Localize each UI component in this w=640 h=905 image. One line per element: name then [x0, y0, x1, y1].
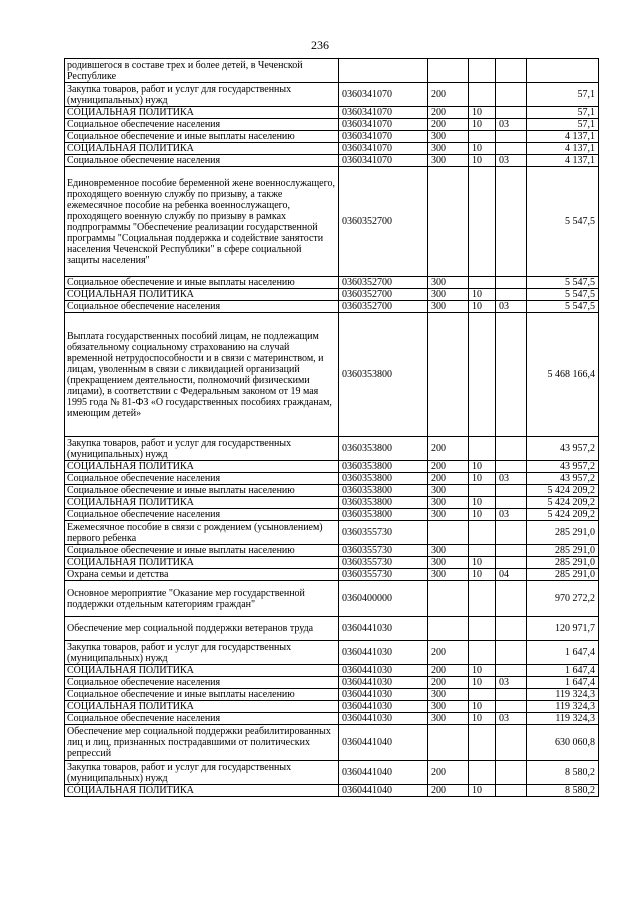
cell-code: 0360441030	[339, 677, 428, 689]
cell-code: 0360441040	[339, 785, 428, 797]
cell-name: Закупка товаров, работ и услуг для государственных (муниципальных) нужд	[65, 641, 339, 665]
cell-name: Социальное обеспечение населения	[65, 119, 339, 131]
table-row	[65, 301, 599, 313]
cell-expense-type: 300	[428, 143, 469, 155]
table-row	[65, 277, 599, 289]
cell-name: Социальное обеспечение населения	[65, 301, 339, 313]
cell-name: Единовременное пособие беременной жене военнослужащего, проходящего военную службу по призыву, а также ежемесячное пособие на ребенка военнослужащего, проходящего военную службу по призыву в рамках подпрограммы "Обеспечение реализации государственной программы "Социальная поддержка и содействие занятости населения Чеченской Республики" в сфере социальной защиты населения"	[65, 167, 339, 277]
cell-section	[469, 617, 496, 641]
cell-name: Ежемесячное пособие в связи с рождением (усыновлением) первого ребенка	[65, 521, 339, 545]
cell-subsection	[496, 617, 527, 641]
cell-name: СОЦИАЛЬНАЯ ПОЛИТИКА	[65, 785, 339, 797]
cell-name: Социальное обеспечение и иные выплаты населению	[65, 545, 339, 557]
cell-section	[469, 131, 496, 143]
cell-name: Обеспечение мер социальной поддержки реабилитированных лиц и лиц, признанных пострадавшими от политических репрессий	[65, 725, 339, 761]
table-row	[65, 497, 599, 509]
cell-subsection	[496, 725, 527, 761]
cell-name: Выплата государственных пособий лицам, не подлежащим обязательному социальному страхованию на случай временной нетрудоспособности и в связи с материнством, и лицам, уволенным в связи с ликвидацией организаций (прекращением деятельности, полномочий физическими лицами), в соответствии с Федеральным законом от 19 мая 1995 года № 81-ФЗ «О государственных пособиях гражданам, имеющим детей»	[65, 313, 339, 437]
cell-amount: 119 324,3	[527, 689, 599, 701]
cell-name: Закупка товаров, работ и услуг для государственных (муниципальных) нужд	[65, 437, 339, 461]
cell-code: 0360341070	[339, 83, 428, 107]
cell-section: 10	[469, 497, 496, 509]
cell-amount: 120 971,7	[527, 617, 599, 641]
cell-subsection	[496, 59, 527, 83]
table-row	[65, 143, 599, 155]
cell-expense-type: 300	[428, 497, 469, 509]
table-row	[65, 289, 599, 301]
cell-subsection	[496, 545, 527, 557]
page-number: 236	[311, 38, 329, 52]
table-row	[65, 713, 599, 725]
cell-amount: 119 324,3	[527, 701, 599, 713]
table-row	[65, 761, 599, 785]
cell-section	[469, 641, 496, 665]
cell-section	[469, 725, 496, 761]
table-row	[65, 677, 599, 689]
cell-amount	[527, 59, 599, 83]
cell-expense-type: 200	[428, 461, 469, 473]
cell-code: 0360355730	[339, 545, 428, 557]
cell-code: 0360341070	[339, 143, 428, 155]
cell-expense-type: 200	[428, 119, 469, 131]
cell-amount: 5 424 209,2	[527, 497, 599, 509]
cell-code: 0360353800	[339, 473, 428, 485]
cell-code: 0360441030	[339, 641, 428, 665]
cell-section	[469, 167, 496, 277]
table-row	[65, 785, 599, 797]
cell-section: 10	[469, 557, 496, 569]
cell-subsection	[496, 289, 527, 301]
budget-table	[64, 58, 599, 797]
cell-amount: 285 291,0	[527, 569, 599, 581]
cell-section	[469, 545, 496, 557]
cell-amount: 57,1	[527, 83, 599, 107]
cell-code: 0360352700	[339, 289, 428, 301]
cell-subsection	[496, 689, 527, 701]
cell-subsection: 04	[496, 569, 527, 581]
cell-name: Социальное обеспечение населения	[65, 155, 339, 167]
cell-amount: 8 580,2	[527, 761, 599, 785]
cell-expense-type	[428, 725, 469, 761]
cell-code: 0360355730	[339, 569, 428, 581]
cell-name: Охрана семьи и детства	[65, 569, 339, 581]
cell-subsection	[496, 131, 527, 143]
cell-code: 0360341070	[339, 131, 428, 143]
cell-subsection: 03	[496, 301, 527, 313]
cell-expense-type: 300	[428, 485, 469, 497]
cell-name: СОЦИАЛЬНАЯ ПОЛИТИКА	[65, 289, 339, 301]
cell-code: 0360355730	[339, 557, 428, 569]
cell-section: 10	[469, 289, 496, 301]
table-row	[65, 83, 599, 107]
cell-section: 10	[469, 119, 496, 131]
table-row	[65, 641, 599, 665]
cell-code: 0360441030	[339, 665, 428, 677]
cell-section: 10	[469, 677, 496, 689]
cell-name: родившегося в составе трех и более детей, в Чеченской Республике	[65, 59, 339, 83]
table-row	[65, 59, 599, 83]
cell-expense-type: 300	[428, 713, 469, 725]
cell-section: 10	[469, 665, 496, 677]
cell-amount: 57,1	[527, 119, 599, 131]
cell-amount: 5 424 209,2	[527, 509, 599, 521]
cell-subsection: 03	[496, 119, 527, 131]
cell-expense-type: 300	[428, 569, 469, 581]
cell-expense-type: 300	[428, 277, 469, 289]
cell-name: Социальное обеспечение и иные выплаты населению	[65, 277, 339, 289]
cell-code: 0360400000	[339, 581, 428, 617]
cell-subsection: 03	[496, 713, 527, 725]
cell-section: 10	[469, 569, 496, 581]
cell-code: 0360353800	[339, 313, 428, 437]
cell-section: 10	[469, 301, 496, 313]
cell-section: 10	[469, 713, 496, 725]
table-row	[65, 155, 599, 167]
table-row	[65, 131, 599, 143]
cell-amount: 285 291,0	[527, 545, 599, 557]
table-row	[65, 689, 599, 701]
cell-name: СОЦИАЛЬНАЯ ПОЛИТИКА	[65, 107, 339, 119]
cell-section	[469, 83, 496, 107]
cell-name: СОЦИАЛЬНАЯ ПОЛИТИКА	[65, 143, 339, 155]
table-row	[65, 581, 599, 617]
cell-name: Социальное обеспечение и иные выплаты населению	[65, 485, 339, 497]
cell-code	[339, 59, 428, 83]
cell-name: СОЦИАЛЬНАЯ ПОЛИТИКА	[65, 701, 339, 713]
cell-name: СОЦИАЛЬНАЯ ПОЛИТИКА	[65, 557, 339, 569]
cell-name: Социальное обеспечение и иные выплаты населению	[65, 131, 339, 143]
table-row	[65, 569, 599, 581]
budget-table-body	[65, 59, 599, 797]
cell-expense-type	[428, 617, 469, 641]
table-row	[65, 107, 599, 119]
cell-section	[469, 59, 496, 83]
cell-name: СОЦИАЛЬНАЯ ПОЛИТИКА	[65, 497, 339, 509]
cell-section	[469, 521, 496, 545]
cell-section: 10	[469, 461, 496, 473]
cell-subsection	[496, 557, 527, 569]
cell-section: 10	[469, 785, 496, 797]
cell-section: 10	[469, 107, 496, 119]
cell-amount: 119 324,3	[527, 713, 599, 725]
table-row	[65, 437, 599, 461]
cell-expense-type: 200	[428, 107, 469, 119]
cell-expense-type: 300	[428, 301, 469, 313]
cell-name: Социальное обеспечение населения	[65, 677, 339, 689]
cell-expense-type: 300	[428, 545, 469, 557]
table-row	[65, 461, 599, 473]
cell-subsection	[496, 641, 527, 665]
cell-code: 0360441030	[339, 713, 428, 725]
cell-subsection	[496, 761, 527, 785]
cell-code: 0360353800	[339, 437, 428, 461]
cell-subsection: 03	[496, 155, 527, 167]
cell-amount: 5 547,5	[527, 277, 599, 289]
table-row	[65, 313, 599, 437]
cell-subsection	[496, 277, 527, 289]
cell-amount: 5 547,5	[527, 289, 599, 301]
cell-amount: 970 272,2	[527, 581, 599, 617]
cell-section	[469, 689, 496, 701]
cell-amount: 5 547,5	[527, 167, 599, 277]
cell-code: 0360353800	[339, 485, 428, 497]
cell-expense-type: 300	[428, 509, 469, 521]
cell-code: 0360441040	[339, 761, 428, 785]
cell-subsection: 03	[496, 473, 527, 485]
cell-expense-type: 300	[428, 131, 469, 143]
table-row	[65, 545, 599, 557]
cell-amount: 1 647,4	[527, 641, 599, 665]
cell-subsection	[496, 521, 527, 545]
table-row	[65, 701, 599, 713]
cell-amount: 1 647,4	[527, 665, 599, 677]
cell-subsection	[496, 485, 527, 497]
cell-subsection	[496, 785, 527, 797]
table-row	[65, 665, 599, 677]
cell-amount: 5 547,5	[527, 301, 599, 313]
cell-expense-type: 200	[428, 677, 469, 689]
cell-section	[469, 313, 496, 437]
cell-subsection	[496, 167, 527, 277]
table-row	[65, 485, 599, 497]
cell-expense-type	[428, 581, 469, 617]
cell-expense-type	[428, 521, 469, 545]
cell-code: 0360352700	[339, 301, 428, 313]
cell-expense-type: 200	[428, 665, 469, 677]
cell-code: 0360352700	[339, 167, 428, 277]
cell-name: Закупка товаров, работ и услуг для государственных (муниципальных) нужд	[65, 761, 339, 785]
cell-code: 0360341070	[339, 155, 428, 167]
cell-amount: 5 424 209,2	[527, 485, 599, 497]
cell-code: 0360353800	[339, 509, 428, 521]
cell-name: Социальное обеспечение населения	[65, 509, 339, 521]
cell-expense-type: 300	[428, 289, 469, 301]
cell-code: 0360353800	[339, 461, 428, 473]
table-row	[65, 473, 599, 485]
cell-amount: 43 957,2	[527, 473, 599, 485]
cell-subsection	[496, 665, 527, 677]
cell-expense-type: 300	[428, 155, 469, 167]
cell-expense-type: 200	[428, 761, 469, 785]
cell-section: 10	[469, 473, 496, 485]
cell-code: 0360441030	[339, 689, 428, 701]
cell-expense-type: 200	[428, 473, 469, 485]
cell-section	[469, 581, 496, 617]
cell-subsection	[496, 461, 527, 473]
table-row	[65, 167, 599, 277]
cell-name: СОЦИАЛЬНАЯ ПОЛИТИКА	[65, 665, 339, 677]
cell-section	[469, 437, 496, 461]
cell-subsection	[496, 83, 527, 107]
cell-subsection	[496, 581, 527, 617]
cell-code: 0360441030	[339, 617, 428, 641]
cell-section: 10	[469, 155, 496, 167]
cell-expense-type: 200	[428, 83, 469, 107]
cell-name: Основное мероприятие "Оказание мер государственной поддержки отдельным категориям граждан"	[65, 581, 339, 617]
cell-code: 0360355730	[339, 521, 428, 545]
cell-amount: 1 647,4	[527, 677, 599, 689]
cell-section	[469, 761, 496, 785]
cell-subsection: 03	[496, 509, 527, 521]
cell-section: 10	[469, 701, 496, 713]
cell-expense-type	[428, 313, 469, 437]
cell-section: 10	[469, 143, 496, 155]
cell-amount: 57,1	[527, 107, 599, 119]
cell-amount: 4 137,1	[527, 143, 599, 155]
cell-code: 0360441040	[339, 725, 428, 761]
table-row	[65, 617, 599, 641]
cell-code: 0360352700	[339, 277, 428, 289]
cell-name: Социальное обеспечение и иные выплаты населению	[65, 689, 339, 701]
cell-expense-type: 200	[428, 785, 469, 797]
cell-section	[469, 277, 496, 289]
cell-subsection	[496, 497, 527, 509]
cell-code: 0360353800	[339, 497, 428, 509]
table-row	[65, 557, 599, 569]
cell-name: СОЦИАЛЬНАЯ ПОЛИТИКА	[65, 461, 339, 473]
cell-name: Закупка товаров, работ и услуг для государственных (муниципальных) нужд	[65, 83, 339, 107]
cell-subsection	[496, 107, 527, 119]
cell-section	[469, 485, 496, 497]
cell-section: 10	[469, 509, 496, 521]
cell-subsection	[496, 143, 527, 155]
cell-expense-type	[428, 59, 469, 83]
cell-name: Обеспечение мер социальной поддержки ветеранов труда	[65, 617, 339, 641]
cell-amount: 5 468 166,4	[527, 313, 599, 437]
table-row	[65, 119, 599, 131]
cell-amount: 8 580,2	[527, 785, 599, 797]
cell-expense-type	[428, 167, 469, 277]
cell-amount: 43 957,2	[527, 437, 599, 461]
cell-expense-type: 300	[428, 689, 469, 701]
cell-amount: 285 291,0	[527, 557, 599, 569]
cell-amount: 4 137,1	[527, 131, 599, 143]
cell-expense-type: 300	[428, 557, 469, 569]
cell-subsection	[496, 437, 527, 461]
table-row	[65, 725, 599, 761]
cell-name: Социальное обеспечение населения	[65, 473, 339, 485]
cell-amount: 285 291,0	[527, 521, 599, 545]
cell-amount: 630 060,8	[527, 725, 599, 761]
cell-code: 0360341070	[339, 107, 428, 119]
cell-subsection	[496, 701, 527, 713]
cell-name: Социальное обеспечение населения	[65, 713, 339, 725]
cell-amount: 4 137,1	[527, 155, 599, 167]
cell-expense-type: 200	[428, 437, 469, 461]
cell-amount: 43 957,2	[527, 461, 599, 473]
cell-expense-type: 300	[428, 701, 469, 713]
cell-expense-type: 200	[428, 641, 469, 665]
cell-subsection	[496, 313, 527, 437]
cell-subsection: 03	[496, 677, 527, 689]
table-row	[65, 521, 599, 545]
cell-code: 0360441030	[339, 701, 428, 713]
cell-code: 0360341070	[339, 119, 428, 131]
table-row	[65, 509, 599, 521]
